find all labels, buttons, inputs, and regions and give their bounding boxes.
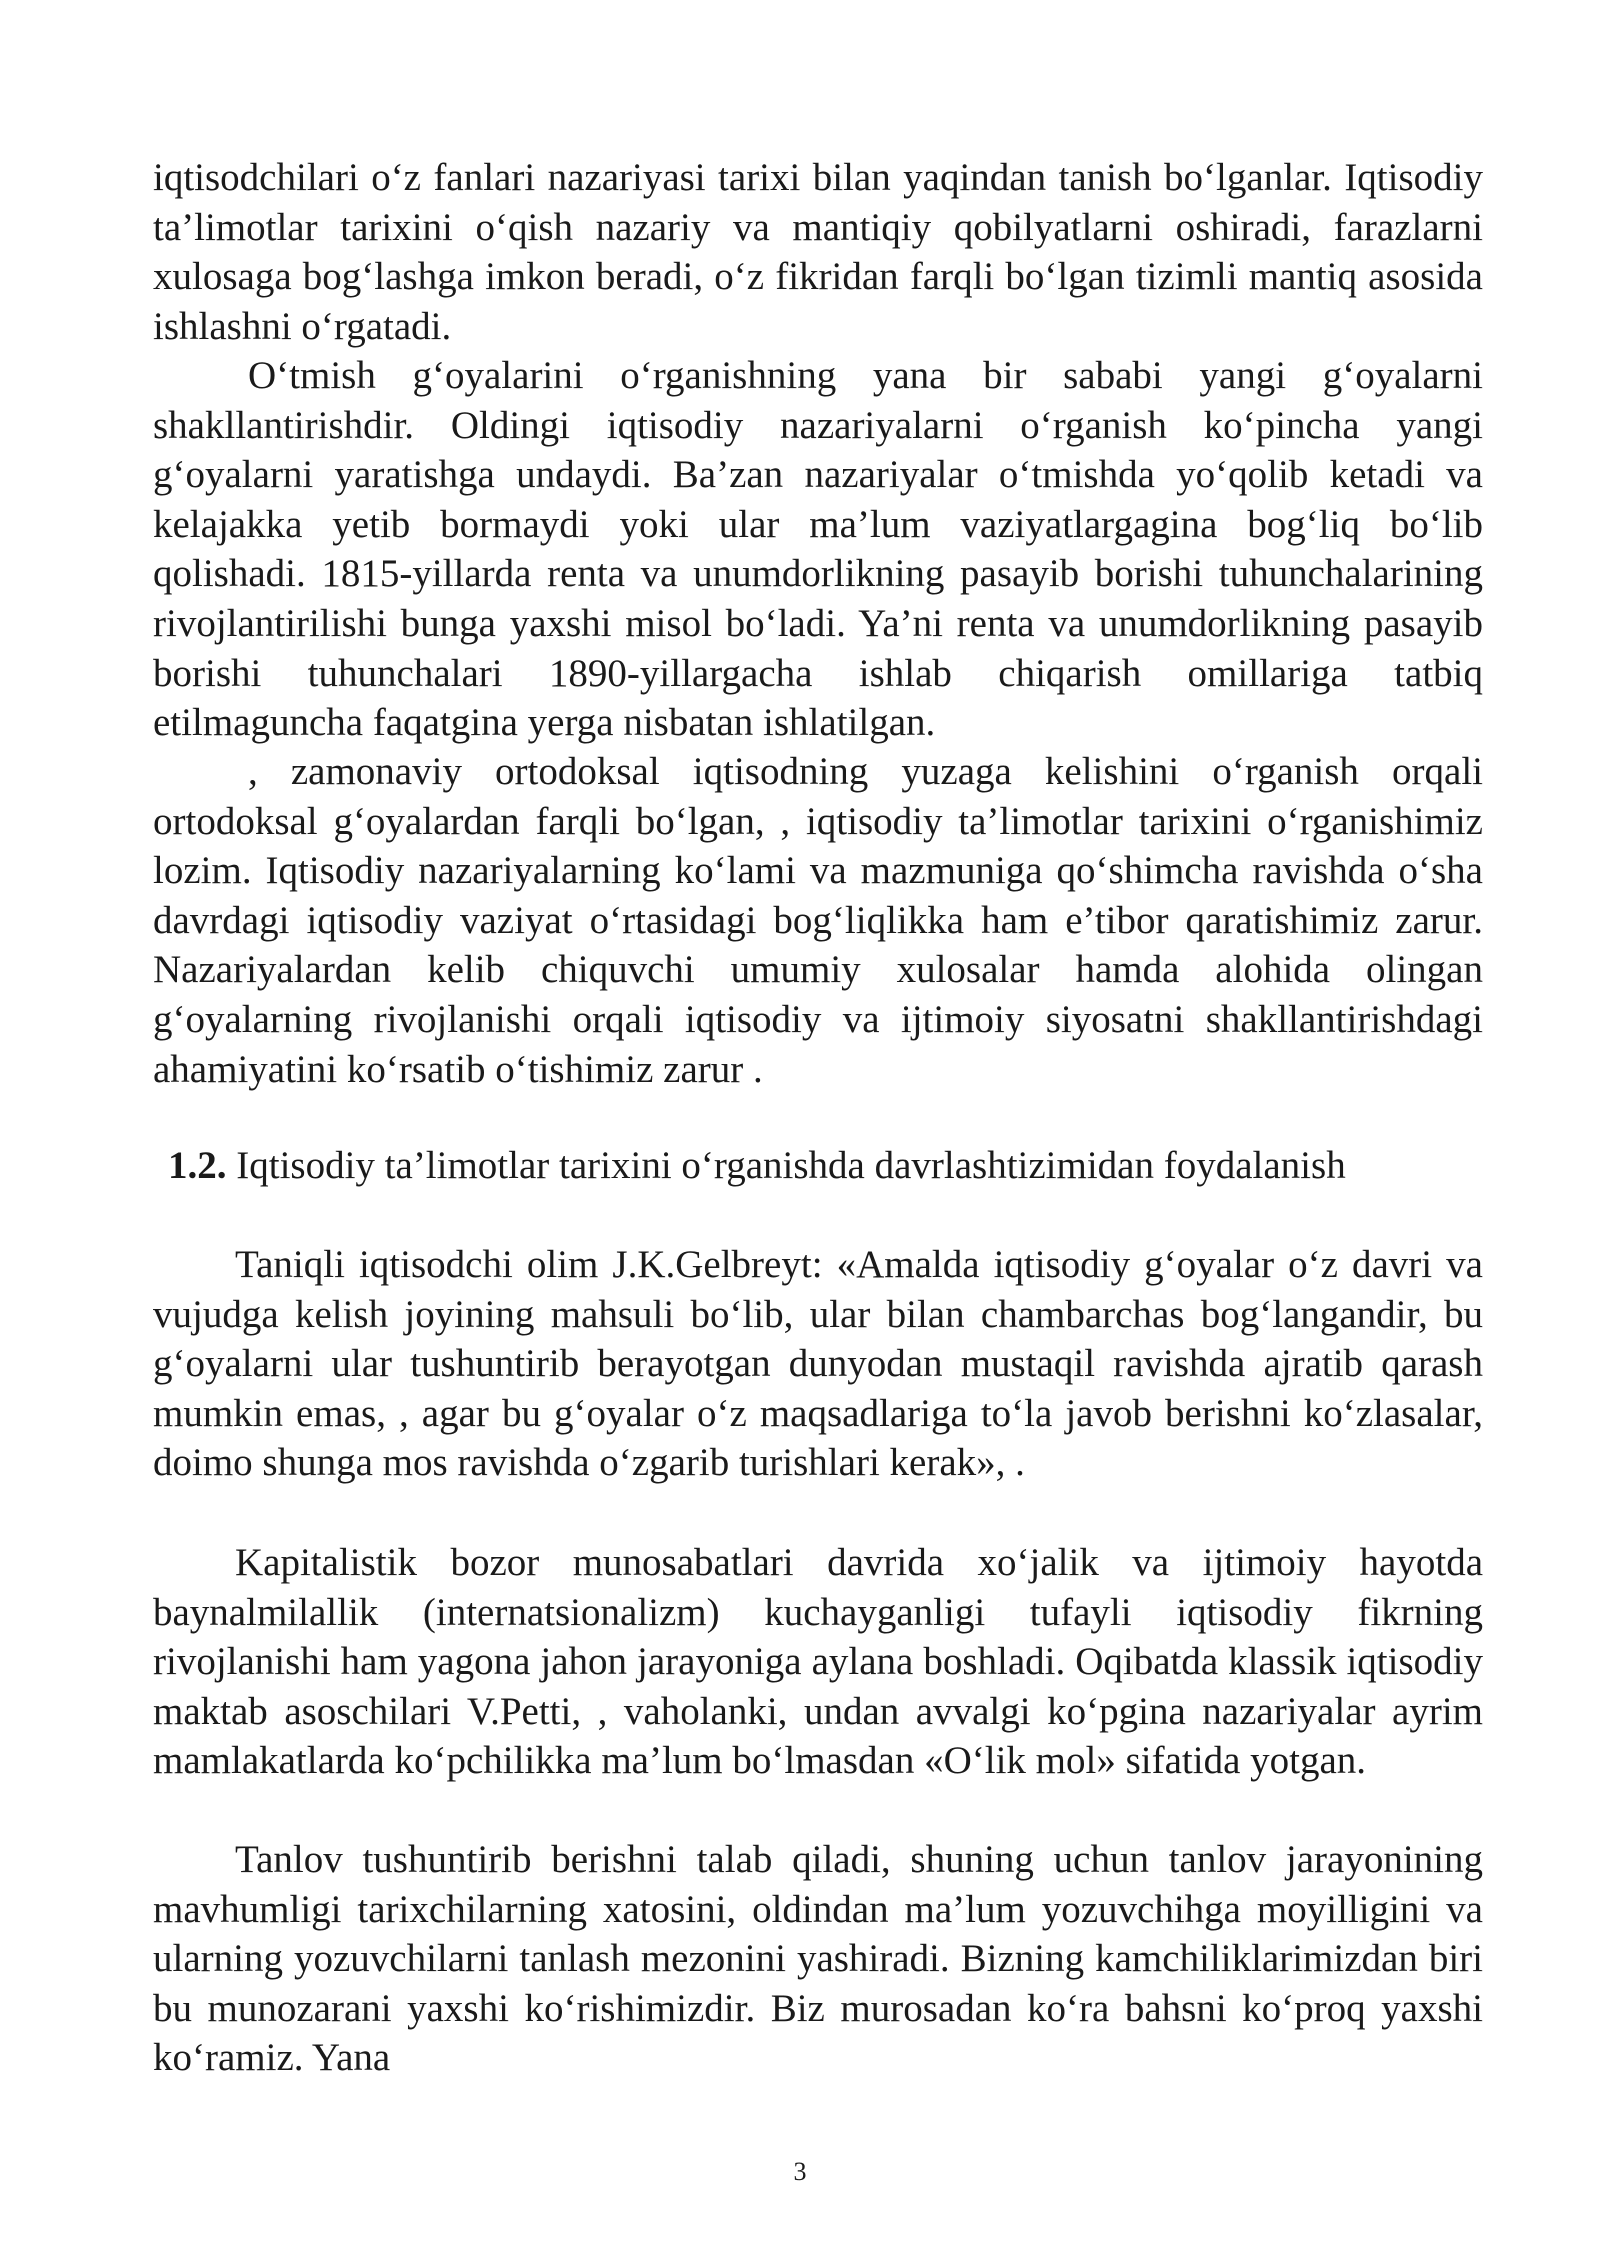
paragraph-1: iqtisodchilari o‘z fanlari nazariyasi tarixi bilan yaqindan tanish bo‘lganlar. Iqtisodiy ta’limotlar tarixini o‘qish nazariy va mantiqiy qobilyatlarni oshiradi, farazlarni xulosaga bog‘lashga imkon beradi, o‘z fikridan farqli bo‘lgan tizimli mantiq asosida ishlashni o‘rgatadi. (153, 156, 1483, 348)
paragraph-3: , zamonaviy ortodoksal iqtisodning yuzaga kelishini o‘rganish orqali ortodoksal g‘oyalardan farqli bo‘lgan, , iqtisodiy ta’limotlar tarixini o‘rganishimiz lozim. Iqtisodiy nazariyalarning ko‘lami va mazmuniga qo‘shimcha ravishda o‘sha davrdagi iqtisodiy vaziyat o‘rtasidagi bog‘liqlikka ham e’tibor qaratishimiz zarur. Nazariyalardan kelib chiquvchi umumiy xulosalar hamda alohida olingan g‘oyalarning rivojlanishi orqali iqtisodiy va ijtimoiy siyosatni shakllantirishdagi ahamiyatini ko‘rsatib o‘tishimiz zarur . (153, 750, 1483, 1091)
paragraph-2: O‘tmish g‘oyalarini o‘rganishning yana bir sababi yangi g‘oyalarni shakllantirishdir. Oldingi iqtisodiy nazariyalarni o‘rganish ko‘pincha yangi g‘oyalarni yaratishga undaydi. Ba’zan nazariyalar o‘tmishda yo‘qolib ketadi va kelajakka yetib bormaydi yoki ular ma’lum vaziyatlargagina bog‘liq bo‘lib qolishadi. 1815-yillarda renta va unumdorlikning pasayib borishi tuhunchalarining rivojlantirilishi bunga yaxshi misol bo‘ladi. Ya’ni renta va unumdorlikning pasayib borishi tuhunchalari 1890-yillargacha ishlab chiqarish omillariga tatbiq etilmaguncha faqatgina yerga nisbatan ishlatilgan. (153, 354, 1483, 745)
section-heading (168, 1141, 1498, 1191)
paragraph-5: Kapitalistik bozor munosabatlari davrida xo‘jalik va ijtimoiy hayotda baynalmilallik (internatsionalizm) kuchayganligi tufayli iqtisodiy fikrning rivojlanishi ham yagona jahon jarayoniga aylana boshladi. Oqibatda klassik iqtisodiy maktab asoschilari V.Petti, , vaholanki, undan avvalgi ko‘pgina nazariyalar ayrim mamlakatlarda ko‘pchilikka ma’lum bo‘lmasdan «O‘lik mol» sifatida yotgan. (153, 1541, 1483, 1783)
section-number: 1.2. (168, 1144, 227, 1187)
paragraph-4: Taniqli iqtisodchi olim J.K.Gelbreyt: «Amalda iqtisodiy g‘oyalar o‘z davri va vujudga kelish joyining mahsuli bo‘lib, ular bilan chambarchas bog‘langandir, bu g‘oyalarni ular tushuntirib berayotgan dunyodan mustaqil ravishda ajratib qarash mumkin emas, , agar bu g‘oyalar o‘z maqsadlariga to‘la javob berishni ko‘zlasalar, doimo shunga mos ravishda o‘zgarib turishlari kerak», . (153, 1243, 1483, 1485)
paragraph-6: Tanlov tushuntirib berishni talab qiladi, shuning uchun tanlov jarayonining mavhumligi tarixchilarning xatosini, oldindan ma’lum yozuvchihga moyilligini va ularning yozuvchilarni tanlash mezonini yashiradi. Bizning kamchiliklarimizdan biri bu munozarani yaxshi ko‘rishimizdir. Biz murosadan ko‘ra bahsni ko‘proq yaxshi ko‘ramiz. Yana (153, 1838, 1483, 2080)
page-number: 3 (793, 2157, 807, 2186)
section-title: Iqtisodiy ta’limotlar tarixini o‘rganishda davrlashtizimidan foydalanish (236, 1144, 1346, 1187)
